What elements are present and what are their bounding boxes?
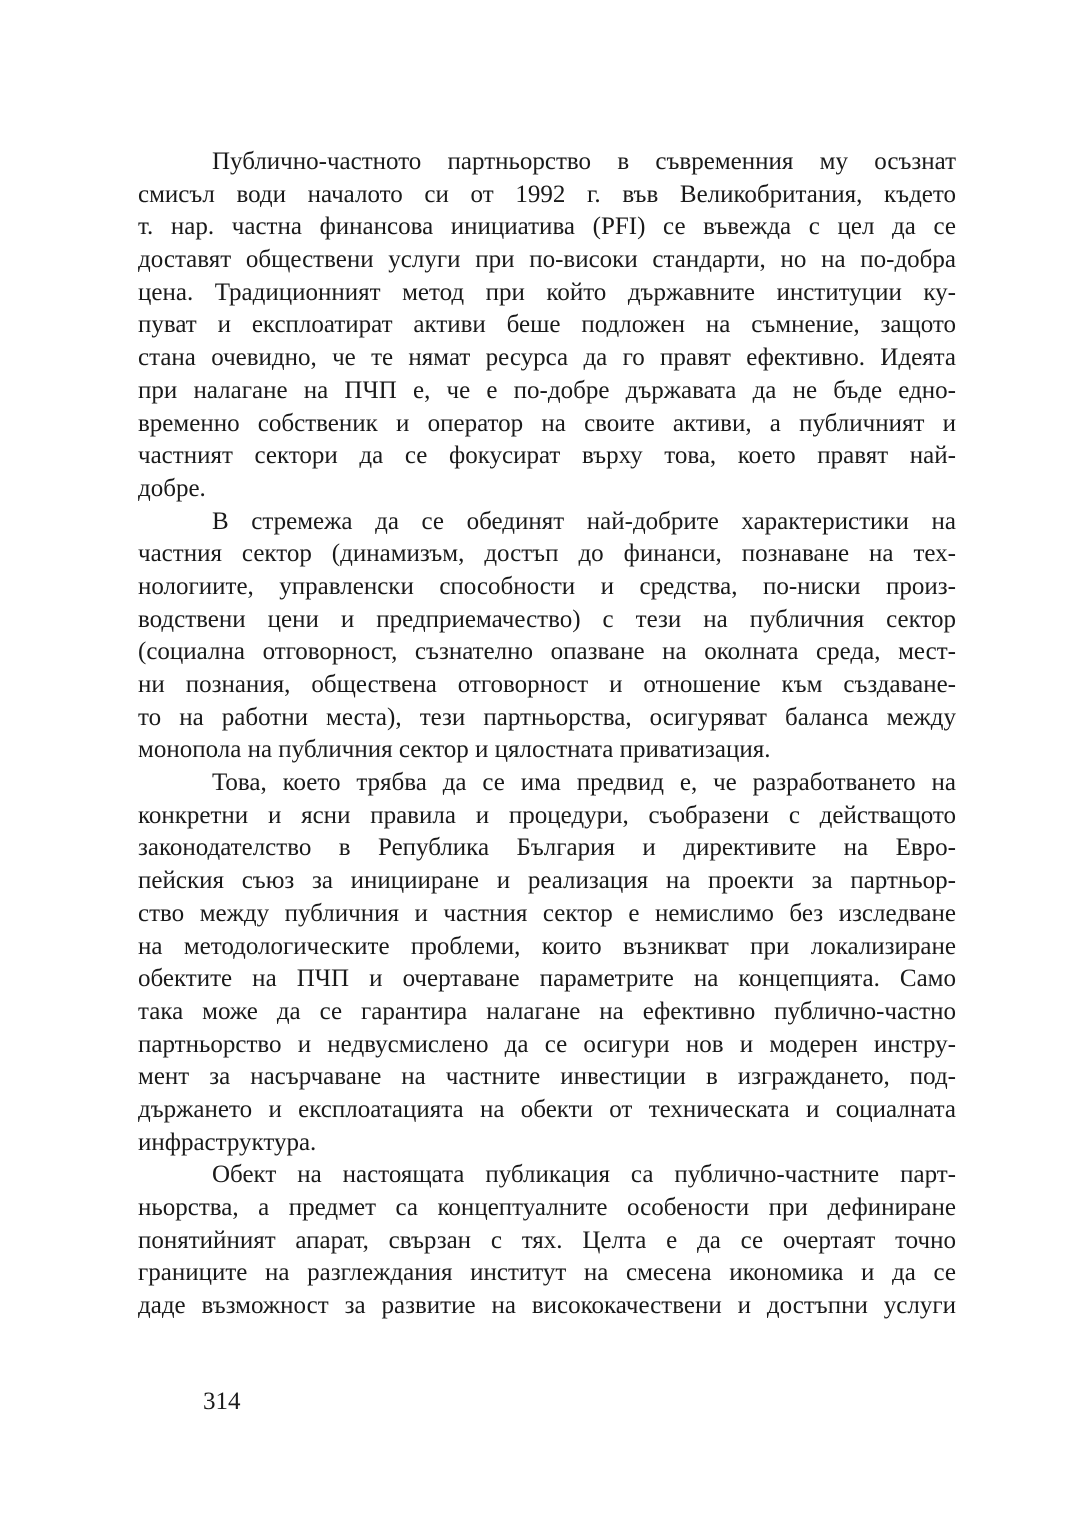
text-line: смисъл води началото си от 1992 г. във Великобритания, където — [138, 180, 956, 208]
text-line: т. нар. частна финансова инициатива (PFI) се въвежда с цел да се — [138, 213, 956, 241]
paragraph-2 — [138, 506, 956, 768]
text-line: ни познания, обществена отговорност и отношение към създаване- — [138, 671, 956, 698]
text-line: обектите на ПЧП и очертаване параметрите на концепцията. Само — [138, 965, 956, 993]
text-line: Публично-частното партньорство в съвременния му осъзнат — [212, 148, 956, 175]
text-line: даде възможност за развитие на висококачествени и достъпни услуги — [138, 1292, 956, 1320]
text-line: частният сектори да се фокусират върху това, което правят най- — [138, 442, 956, 470]
text-line: временно собственик и оператор на своите активи, а публичният и — [138, 409, 956, 437]
text-line: понятийният апарат, свързан с тях. Целта е да се очертаят точно — [138, 1226, 956, 1254]
paragraph-3 — [138, 767, 956, 1159]
text-line: партньорство и недвусмислено да се осигури нов и модерен инстру- — [138, 1030, 956, 1058]
text-line: Обект на настоящата публикация са публично-частните парт- — [212, 1161, 956, 1189]
text-line: частния сектор (динамизъм, достъп до финанси, познаване на тех- — [138, 540, 956, 568]
text-line: границите на разглеждания институт на смесена икономика и да се — [138, 1259, 956, 1287]
text-line: нологиите, управленски способности и средства, по-ниски произ- — [138, 572, 956, 600]
text-line: законодателство в Република България и директивите на Евро- — [138, 834, 956, 862]
text-line: пуват и експлоатират активи беше подложен на съмнение, защото — [138, 311, 956, 339]
text-line: В стремежа да се обединят най-добрите характеристики на — [212, 507, 956, 535]
text-line: мент за насърчаване на частните инвестиции в изграждането, под- — [138, 1063, 956, 1091]
text-line: водствени цени и предприемачество) с тези на публичния сектор — [138, 605, 956, 633]
text-line: ство между публичния и частния сектор е немислимо без изследване — [138, 899, 956, 927]
text-line: ньорства, а предмет са концептуалните особености при дефиниране — [138, 1194, 956, 1221]
text-line: на методологическите проблеми, които възникват при локализиране — [138, 932, 956, 960]
text-line: добре. — [138, 474, 206, 502]
paragraph-4 — [138, 1159, 956, 1322]
body-text — [138, 146, 956, 1323]
page-number: 314 — [203, 1388, 241, 1415]
text-line: при налагане на ПЧП е, че е по-добре държавата да не бъде едно- — [138, 376, 956, 404]
text-line: инфраструктура. — [138, 1128, 317, 1156]
text-line: монопола на публичния сектор и цялостната приватизация. — [138, 736, 771, 764]
text-line: конкретни и ясни правила и процедури, съобразени с действащото — [138, 801, 956, 829]
text-line: стана очевидно, че те нямат ресурса да го правят ефективно. Идеята — [138, 344, 956, 372]
text-line: (социална отговорност, съзнателно опазване на околната среда, мест- — [138, 638, 956, 666]
text-line: то на работни места), тези партньорства, осигуряват баланса между — [138, 703, 956, 731]
text-line: Това, което трябва да се има предвид е, че разработването на — [212, 769, 956, 797]
text-line: пейския съюз за иницииране и реализация на проекти за партньор- — [138, 867, 956, 895]
text-line: държането и експлоатацията на обекти от техническата и социалната — [138, 1095, 956, 1123]
paragraph-1 — [138, 146, 956, 506]
text-line: доставят обществени услуги при по-високи стандарти, но на по-добра — [138, 246, 956, 274]
text-line: така може да се гарантира налагане на ефективно публично-частно — [138, 997, 956, 1025]
text-line: цена. Традиционният метод при който държавните институции ку- — [138, 278, 956, 306]
